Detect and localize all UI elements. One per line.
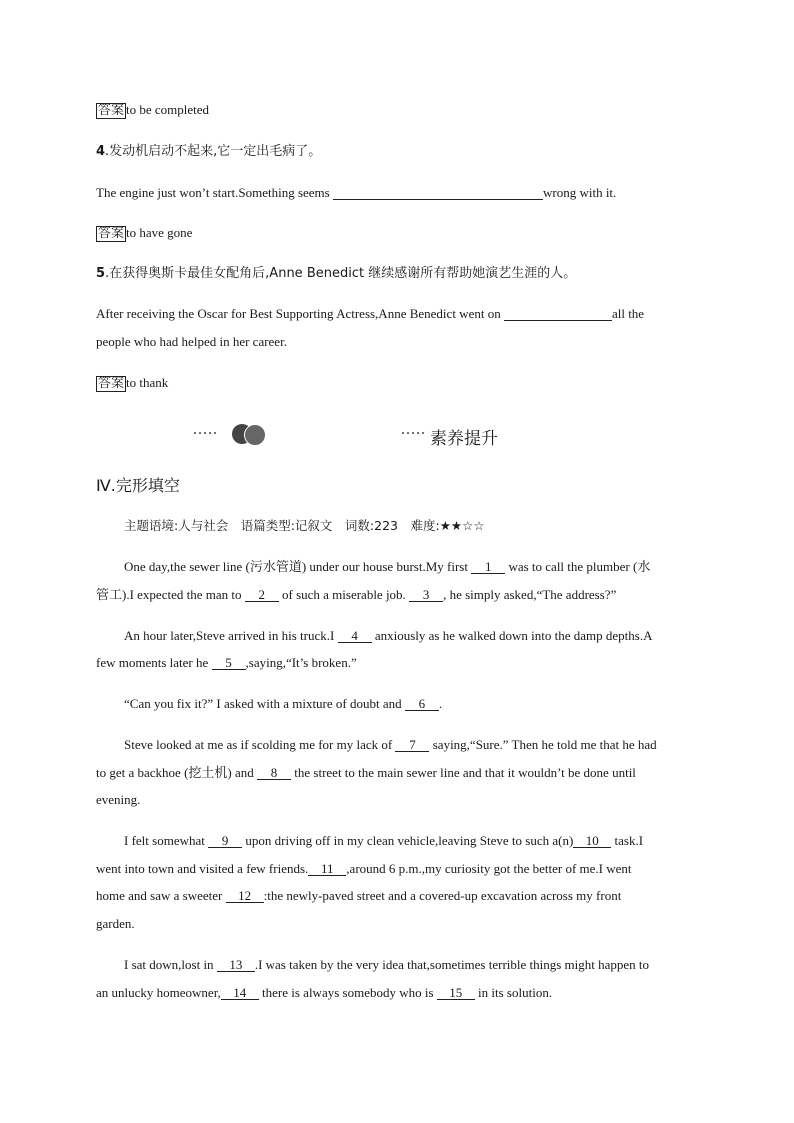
cloze-blank-15[interactable]: 15	[437, 986, 475, 1000]
answer-tag: 答案	[98, 226, 125, 241]
passage-line: An hour later,Steve arrived in his truck.I 4 anxiously as he walked down into the damp depths.A	[124, 628, 653, 643]
passage-line: home and saw a sweeter 12 :the newly-paved street and a covered-up excavation across my front	[96, 888, 622, 903]
section-divider	[194, 420, 514, 449]
answer-tag: 答案	[98, 376, 125, 391]
cloze-blank-2[interactable]: 2	[245, 588, 279, 602]
circles-icon	[230, 422, 270, 444]
sentence-text: wrong with it.	[542, 185, 617, 200]
cloze-blank-11[interactable]: 11	[308, 862, 346, 876]
passage-line: evening.	[96, 792, 141, 807]
answer-blank[interactable]	[504, 307, 612, 321]
cloze-blank-6[interactable]: 6	[405, 697, 439, 711]
question-text: .发动机启动不起来,它一定出毛病了。	[105, 144, 322, 159]
question-5-en-line2	[96, 334, 287, 350]
sentence-text: The engine just won’t start.Something seems	[96, 185, 330, 200]
passage-line: One day,the sewer line (污水管道) under our house burst.My first 1 was to call the plumber (水	[124, 559, 651, 574]
question-5-en-line1	[96, 306, 644, 322]
answer-text: to be completed	[126, 102, 210, 117]
cloze-blank-8[interactable]: 8	[257, 766, 291, 780]
passage-line: few moments later he 5 ,saying,“It’s broken.”	[96, 655, 357, 670]
cloze-blank-5[interactable]: 5	[212, 656, 246, 670]
passage-line: to get a backhoe (挖土机) and 8 the street to the main sewer line and that it wouldn’t be done until	[96, 765, 636, 780]
question-text: .在获得奥斯卡最佳女配角后,Anne Benedict 继续感谢所有帮助她演艺生涯的人。	[105, 266, 577, 281]
section-title: Ⅳ.完形填空	[96, 476, 180, 495]
cloze-blank-1[interactable]: 1	[471, 560, 505, 574]
cloze-blank-14[interactable]: 14	[221, 986, 259, 1000]
sentence-text: people who had helped in her career.	[96, 334, 287, 349]
question-5-zh	[96, 266, 576, 282]
cloze-blank-12[interactable]: 12	[226, 889, 264, 903]
cloze-blank-3[interactable]: 3	[409, 588, 443, 602]
question-4-en	[96, 185, 616, 201]
passage-line: went into town and visited a few friends. 11 ,around 6 p.m.,my curiosity got the better of me.I went	[96, 861, 632, 876]
answer-text: to have gone	[126, 225, 193, 240]
section-meta: 主题语境:人与社会 语篇类型:记叙文 词数:223 难度:★★☆☆	[124, 518, 485, 533]
sentence-text: After receiving the Oscar for Best Supporting Actress,Anne Benedict went on	[96, 306, 501, 321]
question-number: 5	[96, 266, 106, 281]
question-4-zh	[96, 144, 321, 160]
answer-q5	[96, 375, 168, 392]
cloze-blank-9[interactable]: 9	[208, 834, 242, 848]
answer-q3	[96, 102, 209, 119]
answer-blank[interactable]	[333, 186, 543, 200]
answer-tag: 答案	[98, 103, 125, 118]
cloze-blank-10[interactable]: 10	[573, 834, 611, 848]
cloze-blank-7[interactable]: 7	[395, 738, 429, 752]
dotted-line-right	[402, 432, 427, 434]
divider-title: 素养提升	[430, 429, 498, 449]
cloze-blank-13[interactable]: 13	[217, 958, 255, 972]
passage-line: I felt somewhat 9 upon driving off in my clean vehicle,leaving Steve to such a(n) 10 task.I	[124, 833, 644, 848]
cloze-blank-4[interactable]: 4	[338, 629, 372, 643]
answer-text: to thank	[126, 375, 169, 390]
question-number: 4	[96, 144, 106, 159]
passage-line: Steve looked at me as if scolding me for my lack of 7 saying,“Sure.” Then he told me that he had	[124, 737, 657, 752]
dotted-line-left	[194, 432, 219, 434]
passage-line: I sat down,lost in 13 .I was taken by the very idea that,sometimes terrible things might happen to	[124, 957, 650, 972]
passage-line: 管工).I expected the man to 2 of such a miserable job. 3 , he simply asked,“The address?”	[96, 587, 617, 602]
answer-q4	[96, 225, 192, 242]
passage-line: “Can you fix it?” I asked with a mixture of doubt and 6 .	[124, 696, 443, 711]
passage-line: an unlucky homeowner, 14 there is always somebody who is 15 in its solution.	[96, 985, 553, 1000]
passage-line: garden.	[96, 916, 135, 931]
sentence-text: all the	[611, 306, 645, 321]
